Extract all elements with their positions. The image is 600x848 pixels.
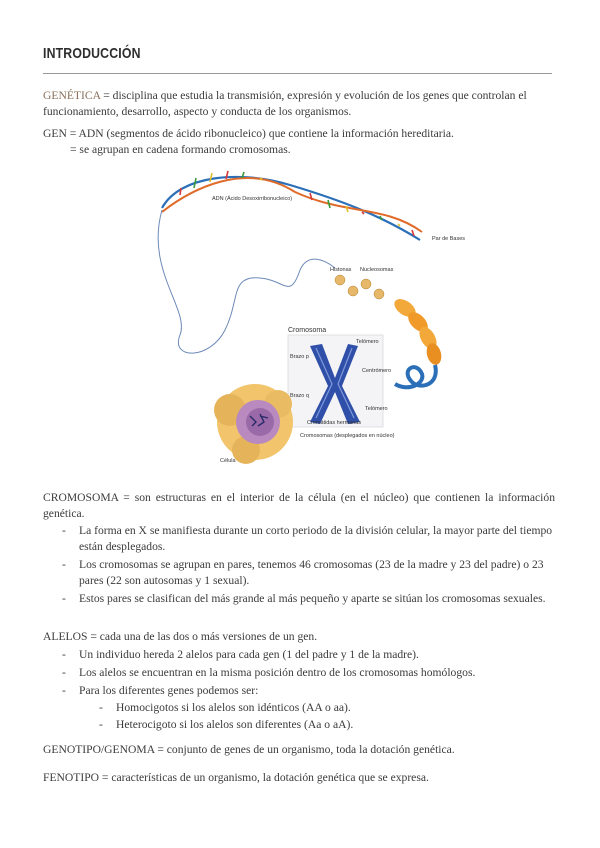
dna-helix-strand-a (162, 177, 420, 240)
alelos-sub-bullet: Heterocigoto si los alelos son diferentes (Aa o aA). (116, 718, 354, 731)
heading-rule (43, 73, 552, 74)
bullet-dash: - (62, 648, 66, 661)
cromosoma-definition: CROMOSOMA = son estructuras en el interior de la célula (en el núcleo) que contienen la información genética. (43, 491, 555, 520)
label-brazo-p: Brazo p (290, 354, 309, 360)
alelos-bullet: Los alelos se encuentran en la misma posición dentro de los cromosomas homólogos. (79, 666, 476, 679)
bullet-dash: - (62, 558, 66, 571)
label-telomero-bottom: Telómero (365, 406, 388, 412)
gen-definition-continued: = se agrupan en cadena formando cromosomas. (70, 143, 291, 156)
label-histonas: Histonas (330, 267, 352, 273)
label-centromero: Centrómero (362, 368, 392, 374)
bullet-dash: - (62, 666, 66, 679)
label-telomero-top: Telómero (356, 339, 379, 345)
label-cromatidas: Cromátidas hermanas (307, 420, 362, 426)
genetica-definition (43, 88, 555, 120)
alelos-definition: ALELOS = cada una de las dos o más versiones de un gen. (43, 630, 318, 643)
bullet-dash: - (62, 684, 66, 697)
dna-base-pairs (180, 171, 414, 236)
label-adn: ADN (Ácido Desoxirribonucleico) (212, 196, 293, 202)
cromosoma-bullet: La forma en X se manifiesta durante un corto periodo de la división celular, la mayor parte del tiempo están desplegados. (79, 524, 553, 553)
cromosoma-bullet: Los cromosomas se agrupan en pares, tenemos 46 cromosomas (23 de la madre y 23 del padre) o 23 pares (22 son autosomas y 1 sexual). (79, 558, 544, 587)
alelos-bullet: Para los diferentes genes podemos ser: (79, 684, 259, 697)
label-celula: Célula (220, 458, 236, 464)
dna-chromosome-illustration (150, 160, 466, 470)
bullet-dash: - (62, 524, 66, 537)
gen-definition: GEN = ADN (segmentos de ácido ribonucleico) que contiene la información hereditaria. (43, 127, 454, 140)
cell-illustration (214, 384, 293, 464)
nucleosomes (335, 275, 384, 299)
chromatin-fibre (391, 295, 443, 387)
genotipo-definition: GENOTIPO/GENOMA = conjunto de genes de un organismo, toda la dotación genética. (43, 743, 455, 756)
alelos-bullet: Un individuo hereda 2 alelos para cada gen (1 del padre y 1 de la madre). (79, 648, 419, 661)
section-heading: INTRODUCCIÓN (43, 45, 141, 62)
bullet-dash: - (62, 592, 66, 605)
genetica-term: GENÉTICA (43, 89, 101, 102)
sub-bullet-dash: - (99, 718, 103, 731)
label-cromosoma: Cromosoma (288, 327, 327, 334)
label-cromosomas-nucleo: Cromosomas (desplegados en núcleo) (300, 433, 395, 439)
condensed-fibre (395, 365, 436, 387)
cromosoma-bullet: Estos pares se clasifican del más grande al más pequeño y aparte se sitúan los cromosomas sexuales. (79, 592, 546, 605)
label-par-bases: Par de Bases (432, 236, 466, 242)
fenotipo-definition: FENOTIPO = características de un organismo, la dotación genética que se expresa. (43, 771, 429, 784)
label-brazo-q: Brazo q (290, 393, 309, 399)
sub-bullet-dash: - (99, 701, 103, 714)
genetica-text: = disciplina que estudia la transmisión, expresión y evolución de los genes que controlan el funcionamiento, desarrollo, aspecto y conducta de los organismos. (43, 89, 527, 118)
label-nucleosomas: Nucleosomas (360, 267, 394, 273)
alelos-sub-bullet: Homocigotos si los alelos son idénticos (AA o aa). (116, 701, 351, 714)
